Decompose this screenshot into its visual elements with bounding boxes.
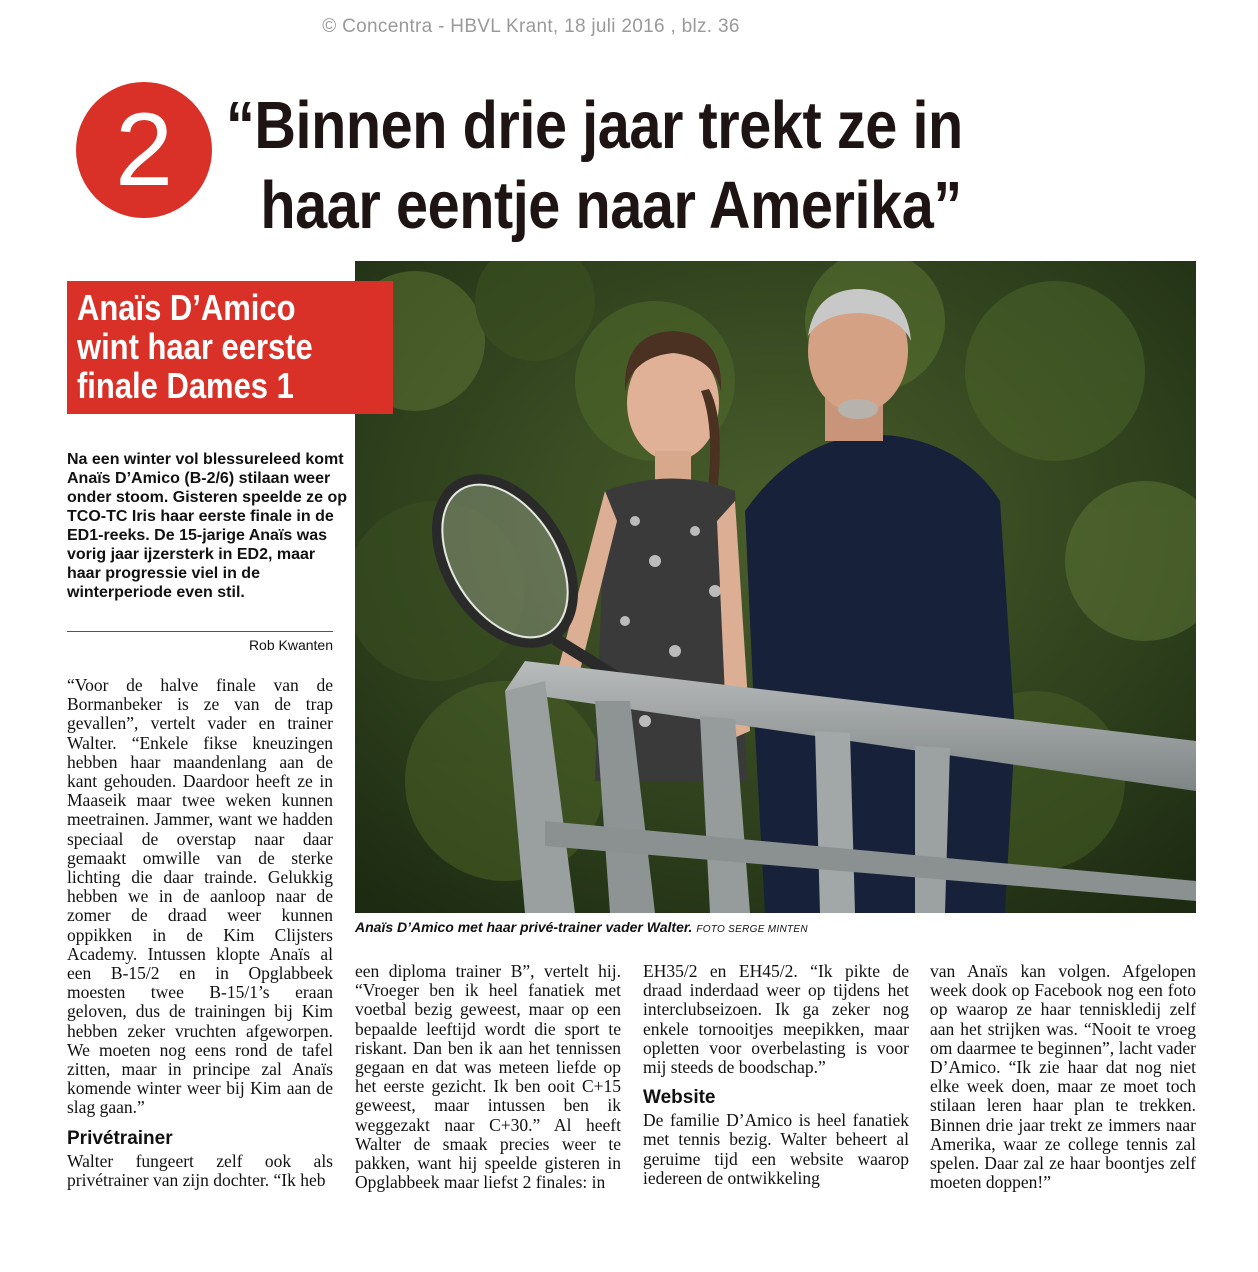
kicker-line-2: wint haar eerste: [77, 326, 313, 367]
column-3-text-2: De familie D’Amico is heel fanatiek met tennis bezig. Walter beheert al geruime tijd een website waarop iedereen de ontwikkeling: [643, 1110, 909, 1188]
column-2-text: een diploma trainer B”, vertelt hij. “Vroeger ben ik heel fanatiek met voetbal bezig geweest, maar op een bepaalde leeftijd wordt die sport te riskant. Dan ben ik aan het tennissen gegaan en dat was meteen liefde op het eerste gezicht. Ik ben ooit C+15 geweest, maar intussen ben ik weggezakt naar C+30.” Al heeft Walter de smaak precies weer te pakken, want hij speelde gisteren in Opglabbeek maar liefst 2 finales: in: [355, 961, 621, 1193]
photo-caption: [355, 919, 1196, 935]
headline-line-1: “Binnen drie jaar trekt ze in: [226, 88, 963, 163]
article-photo: [355, 261, 1196, 913]
body-column-3: [643, 962, 909, 1188]
subhead-website: Website: [643, 1087, 716, 1109]
body-column-4: [930, 962, 1196, 1192]
divider: [67, 631, 333, 632]
body-column-2: [355, 962, 621, 1192]
column-1-text: “Voor de halve finale van de Bormanbeker is ze van de trap gevallen”, vertelt vader en trainer Walter. “Enkele fikse kneuzingen hebben haar maandenlang aan de kant gehouden. Daardoor heeft ze in Maaseik maar twee weken kunnen meetrainen. Jammer, want we hadden speciaal de overstap naar daar gemaakt omwille van de sterke lichting die daar trainde. Gelukkig hebben we in de aanloop naar de zomer de draad weer kunnen oppikken in de Kim Clijsters Academy. Intussen klopte Anaïs al een B-15/2 en in Opglabbeek moesten twee B-15/1’s eraan geloven, dus de trainingen bij Kim hebben zeker vruchten afgeworpen. We moeten nog eens rond de tafel zitten, maar in principe zal Anaïs komende winter weer bij Kim aan de slag gaan.”: [67, 675, 333, 1118]
headline-line-2: haar eentje naar Amerika”: [260, 168, 962, 243]
subhead-privetrainer: Privétrainer: [67, 1127, 173, 1149]
column-3-text: EH35/2 en EH45/2. “Ik pikte de draad inderdaad weer op tijdens het interclubseizoen. Ik ga zeker nog enkele tornooitjes meepikken, maar opletten voor overbelasting is voor mij steeds de boodschap.”: [643, 961, 909, 1078]
lead-paragraph: [67, 450, 352, 602]
source-line: © Concentra - HBVL Krant, 18 juli 2016 , blz. 36: [322, 16, 740, 37]
kicker-line-3: finale Dames 1: [77, 365, 294, 406]
photo-credit: FOTO SERGE MINTEN: [696, 924, 808, 935]
caption-text: Anaïs D’Amico met haar privé-trainer vader Walter.: [355, 919, 693, 935]
kicker-line-1: Anaïs D’Amico: [77, 287, 296, 328]
kicker-box: [67, 281, 393, 414]
column-4-text: van Anaïs kan volgen. Afgelopen week dook op Facebook nog een foto op waarop ze haar tenniskledij zelf aan het strijken was. “Nooit te vroeg om daarmee te beginnen”, lacht vader D’Amico. “Ik zie haar dat nog niet elke week doen, maar ze moet toch stilaan leren haar plan te trekken. Binnen drie jaar trekt ze immers naar Amerika, waar ze college tennis zal spelen. Daar zal ze haar boontjes zelf moeten doppen!”: [930, 961, 1196, 1193]
rank-number: 2: [115, 92, 173, 208]
column-1-text-2: Walter fungeert zelf ook als privétrainer van zijn dochter. “Ik heb: [67, 1150, 333, 1190]
author: Rob Kwanten: [248, 637, 333, 653]
headline: [226, 86, 1000, 246]
body-column-1: [67, 676, 333, 1190]
rank-badge: [76, 82, 212, 218]
photo-illustration: [355, 261, 1196, 913]
lead-text: Na een winter vol blessureleed komt Anaïs D’Amico (B-2/6) stilaan weer onder stoom. Gisteren speelde ze op TCO-TC Iris haar eerste finale in de ED1-reeks. De 15-jarige Anaïs was vorig jaar ijzersterk in ED2, maar haar progressie viel in de winterperiode even stil.: [67, 451, 348, 601]
